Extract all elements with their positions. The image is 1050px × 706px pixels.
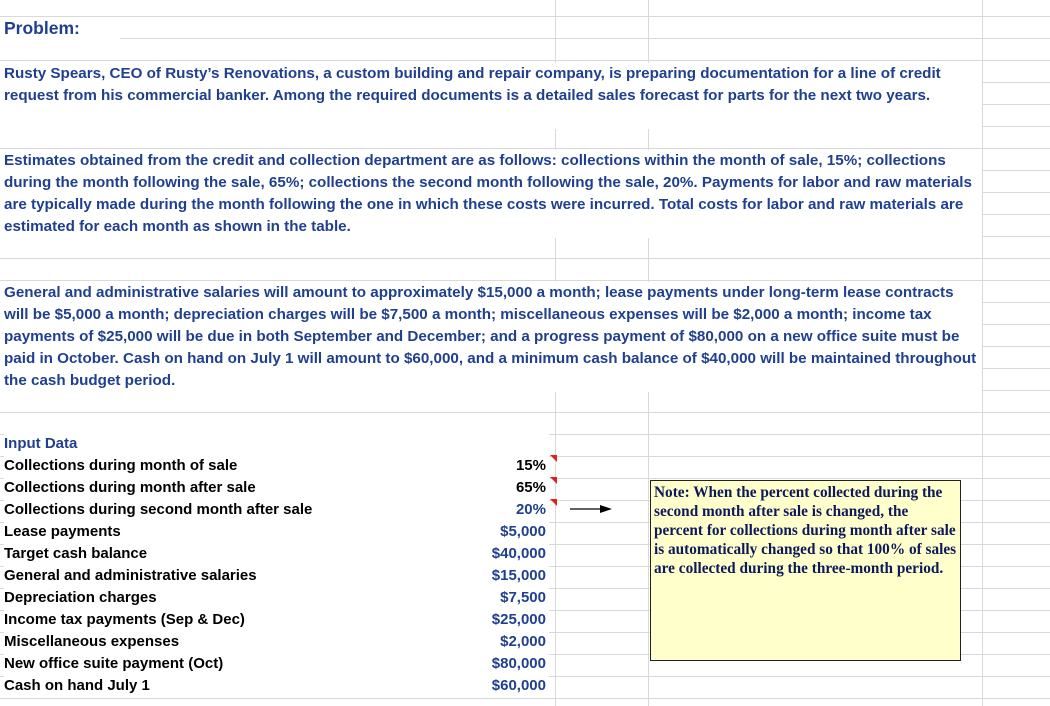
input-value-admin-salaries[interactable]: $15,000 — [470, 566, 546, 586]
input-label-income-tax-payments: Income tax payments (Sep & Dec) — [4, 610, 549, 630]
input-label-lease-payments: Lease payments — [4, 522, 549, 542]
input-value-collections-month-of-sale[interactable]: 15% — [470, 456, 546, 476]
comment-indicator[interactable] — [550, 499, 557, 506]
input-label-office-suite-payment: New office suite payment (Oct) — [4, 654, 549, 674]
input-data-heading: Input Data — [4, 434, 549, 454]
input-value-miscellaneous-expenses[interactable]: $2,000 — [470, 632, 546, 652]
comment-indicator[interactable] — [550, 455, 557, 462]
input-label-collections-second-month-after-sale: Collections during second month after sale — [4, 500, 549, 520]
input-value-collections-second-month-after-sale[interactable]: 20% — [470, 500, 546, 520]
input-label-admin-salaries: General and administrative salaries — [4, 566, 549, 586]
problem-paragraph-collections: Estimates obtained from the credit and collection department are as follows: collections within the month of sale, 15%; collections during the month following the sale, 65%; collections the second month following the sale, 20%. Payments for labor and raw materials are typically made during the month following the one in which these costs were incurred. Total costs for labor and raw materials are estimated for each month as shown in the table. — [0, 150, 982, 238]
problem-heading: Problem: — [0, 17, 120, 39]
input-label-collections-month-of-sale: Collections during month of sale — [4, 456, 549, 476]
input-value-income-tax-payments[interactable]: $25,000 — [470, 610, 546, 630]
input-label-miscellaneous-expenses: Miscellaneous expenses — [4, 632, 549, 652]
problem-paragraph-expenses: General and administrative salaries will amount to approximately $15,000 a month; lease payments under long-term lease contracts will be $5,000 a month; depreciation charges will be $7,500 a month; miscellaneous expenses will be $2,000 a month; income tax payments of $25,000 will be due in both September and December; and a progress payment of $80,000 on a new office suite must be paid in October. Cash on hand on July 1 will amount to $60,000, and a minimum cash balance of $40,000 will be maintained throughout the cash budget period. — [0, 282, 982, 392]
input-label-cash-on-hand: Cash on hand July 1 — [4, 676, 549, 696]
input-label-depreciation-charges: Depreciation charges — [4, 588, 549, 608]
input-value-depreciation-charges[interactable]: $7,500 — [470, 588, 546, 608]
note-callout[interactable]: Note: When the percent collected during the second month after sale is changed, the percent for collections during month after sale is automatically changed so that 100% of sales are collected during the three-month period. — [650, 480, 961, 661]
arrow-right-icon — [570, 503, 612, 515]
input-value-target-cash-balance[interactable]: $40,000 — [470, 544, 546, 564]
input-value-cash-on-hand[interactable]: $60,000 — [470, 676, 546, 696]
input-value-office-suite-payment[interactable]: $80,000 — [470, 654, 546, 674]
input-label-collections-month-after-sale: Collections during month after sale — [4, 478, 549, 498]
problem-paragraph-intro: Rusty Spears, CEO of Rusty’s Renovations, a custom building and repair company, is preparing documentation for a line of credit request from his commercial banker. Among the required documents is a detailed sales forecast for parts for the next two years. — [0, 63, 982, 129]
input-label-target-cash-balance: Target cash balance — [4, 544, 549, 564]
input-value-lease-payments[interactable]: $5,000 — [470, 522, 546, 542]
comment-indicator[interactable] — [550, 477, 557, 484]
input-value-collections-month-after-sale[interactable]: 65% — [470, 478, 546, 498]
